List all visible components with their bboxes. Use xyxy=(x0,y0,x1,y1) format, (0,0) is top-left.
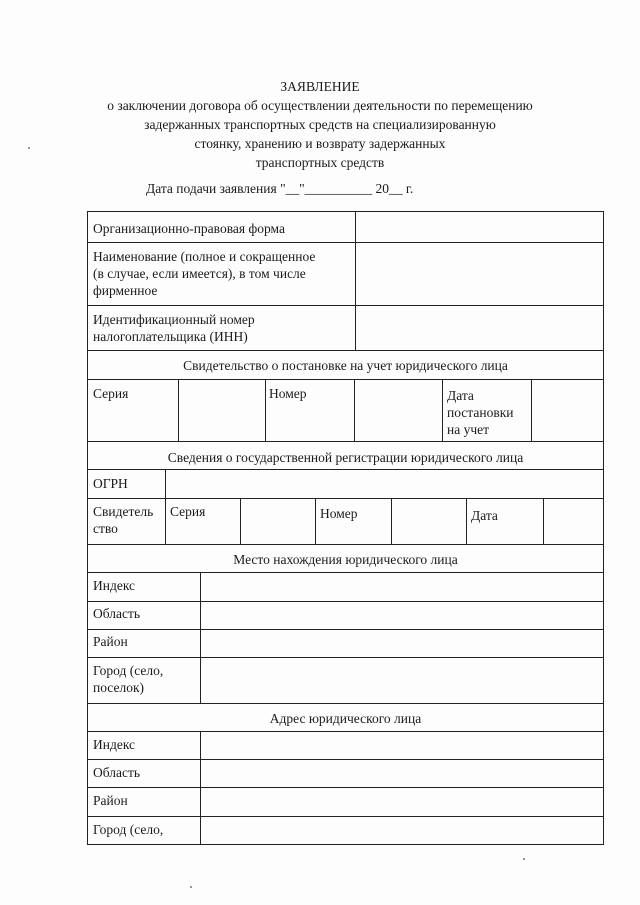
column-divider xyxy=(354,379,355,441)
column-divider xyxy=(265,379,266,441)
tax-certificate-number-label: Номер xyxy=(269,386,307,401)
state-registration-heading: Сведения о государственной регистрации юридического лица xyxy=(167,450,524,465)
registration-date-label: Дата xyxy=(471,508,498,523)
row-divider xyxy=(87,441,604,442)
column-divider xyxy=(531,379,532,441)
document-subtitle-line-4: транспортных средств xyxy=(255,155,385,170)
column-divider xyxy=(391,498,392,544)
column-divider xyxy=(543,498,544,544)
address-district-label: Район xyxy=(93,793,128,808)
tax-certificate-date-label-line-3: на учет xyxy=(447,422,490,437)
address-region-label: Область xyxy=(93,765,141,780)
ogrn-label: ОГРН xyxy=(93,476,128,491)
organization-name-label-line-2: (в случае, если имеется), в том числе xyxy=(93,266,306,281)
row-divider xyxy=(87,544,604,545)
row-divider xyxy=(87,572,604,573)
row-divider xyxy=(87,816,604,817)
row-divider xyxy=(87,731,604,732)
location-heading: Место нахождения юридического лица xyxy=(233,552,458,567)
column-divider xyxy=(200,731,201,845)
location-index-label: Индекс xyxy=(93,578,136,593)
inn-label-line-2: налогоплательщика (ИНН) xyxy=(93,329,248,344)
row-divider xyxy=(87,601,604,602)
location-city-label-line-2: поселок) xyxy=(93,680,145,695)
scan-speck xyxy=(190,886,192,888)
registration-certificate-label-line-2: ство xyxy=(93,521,118,536)
organization-name-label-line-1: Наименование (полное и сокращенное xyxy=(93,249,316,264)
document-subtitle-line-3: стоянку, хранению и возврату задержанных xyxy=(194,136,446,151)
scan-speck xyxy=(28,147,30,149)
tax-certificate-heading: Свидетельство о постановке на учет юридического лица xyxy=(183,358,508,373)
legal-form-label: Организационно-правовая форма xyxy=(93,221,285,236)
column-divider xyxy=(165,469,166,544)
document-subtitle-line-1: о заключении договора об осуществлении деятельности по перемещению xyxy=(107,98,533,113)
column-divider xyxy=(315,498,316,544)
registration-certificate-label-line-1: Свидетель xyxy=(93,504,154,519)
row-divider xyxy=(87,305,604,306)
column-divider xyxy=(200,572,201,703)
registration-series-label: Серия xyxy=(170,504,206,519)
row-divider xyxy=(87,657,604,658)
tax-certificate-date-label-line-1: Дата xyxy=(447,388,474,403)
row-divider xyxy=(87,759,604,760)
submission-date-line: Дата подачи заявления "__"__________ 20__ г. xyxy=(146,181,414,196)
tax-certificate-series-label: Серия xyxy=(93,386,129,401)
organization-name-label-line-3: фирменное xyxy=(93,283,158,298)
location-region-label: Область xyxy=(93,606,141,621)
tax-certificate-date-label-line-2: постановки xyxy=(447,405,514,420)
row-divider xyxy=(87,379,604,380)
row-divider xyxy=(87,350,604,351)
legal-address-heading: Адрес юридического лица xyxy=(269,711,422,726)
document-subtitle-line-2: задержанных транспортных средств на специализированную xyxy=(144,117,496,132)
row-divider xyxy=(87,629,604,630)
column-divider xyxy=(355,211,356,350)
column-divider xyxy=(240,498,241,544)
inn-label-line-1: Идентификационный номер xyxy=(93,312,255,327)
address-city-label: Город (село, xyxy=(93,822,164,837)
address-index-label: Индекс xyxy=(93,737,136,752)
column-divider xyxy=(442,379,443,441)
column-divider xyxy=(178,379,179,441)
row-divider xyxy=(87,703,604,704)
location-city-label-line-1: Город (село, xyxy=(93,663,164,678)
scan-speck xyxy=(523,858,525,860)
row-divider xyxy=(87,787,604,788)
document-title: ЗАЯВЛЕНИЕ xyxy=(280,79,360,94)
legal-form-field[interactable] xyxy=(357,243,603,305)
registration-number-label: Номер xyxy=(320,506,358,521)
column-divider xyxy=(466,498,467,544)
location-district-label: Район xyxy=(93,634,128,649)
